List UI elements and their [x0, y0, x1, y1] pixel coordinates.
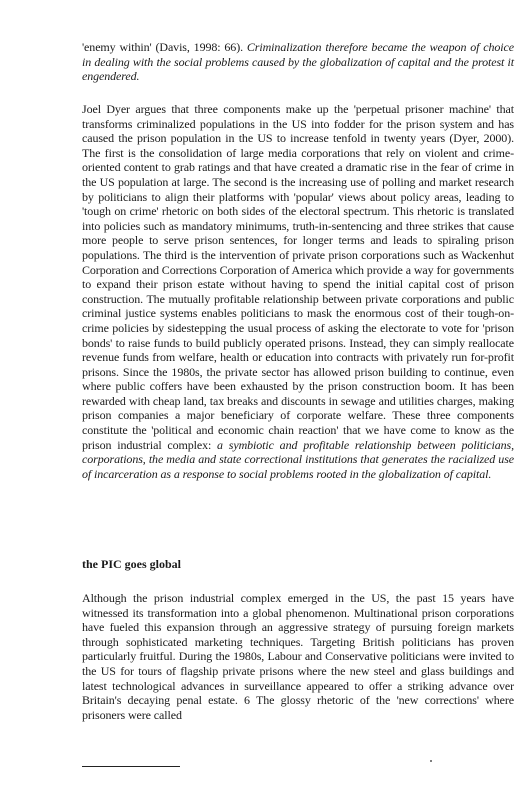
intro-emphasis-text: Criminalization therefore became the weapon of choice in dealing with the social problems caused by the globalization of capital and the protest it engendered.: [82, 40, 514, 84]
pic-definition-emphasis: a symbiotic and profitable relationship between politicians, corporations, the media and state correctional institutions that generates the racialized use of incarceration as a response to social problems rooted in the globalization of capital.: [82, 437, 514, 481]
scan-speck: [430, 760, 432, 762]
section-heading: the PIC goes global: [82, 557, 181, 571]
main-paragraph-body: Joel Dyer argues that three components make up the 'perpetual prisoner machine' that transforms criminalized populations in the US into fodder for the prison system and has caused the prison population in the US to increase tenfold in twenty years (Dyer, 2000). The first is the consolidation of large media corporations that rely on violent and crime-oriented content to grab ratings and that have created a dramatic rise in the fear of crime in the US population at large. The second is the increasing use of polling and market research by politicians to align their platforms with 'popular' views about policy areas, leading to 'tough on crime' rhetoric on both sides of the electoral spectrum. This rhetoric is translated into policies such as mandatory minimums, truth-in-sentencing and three strikes that cause more people to serve prison sentences, for longer terms and leads to spiraling prison populations. The third is the intervention of private prison corporations such as Wackenhut Corporation and Corrections Corporation of America which provide a way for governments to expand their prison estate without having to spend the initial capital cost of prison construction. The mutually profitable relationship between private corporations and public criminal justice systems enables politicians to mask the enormous cost of their tough-on-crime policies by sidestepping the usual process of asking the electorate to vote for 'prison bonds' to raise funds to build publicly operated prisons. Instead, they can simply reallocate revenue funds from welfare, health or education into contracts with privately run for-profit prisons. Since the 1980s, the private sector has allowed prison building to continue, even where public coffers have been exhausted by the prison construction boom. It has been rewarded with cheap land, tax breaks and discounts in sewage and utilities charges, making prison companies a major beneficiary of corporate welfare. These three components constitute the 'political and economic chain reaction' that we have come to know as the prison industrial complex:: [82, 102, 514, 452]
footnote-divider: [82, 766, 180, 767]
intro-paragraph: [82, 40, 514, 84]
main-paragraph: [82, 102, 514, 481]
second-paragraph: Although the prison industrial complex emerged in the US, the past 15 years have witnessed its transformation into a global phenomenon. Multinational prison corporations have fueled this expansion through an aggressive strategy of pursuing foreign markets through sophisticated marketing techniques. Targeting British politicians has proven particularly fruitful. During the 1980s, Labour and Conservative politicians were invited to the US for tours of flagship private prisons where the new steel and glass buildings and latest technological advances in surveillance appeared to offer a striking advance over Britain's decaying penal estate. 6 The glossy rhetoric of the 'new corrections' where prisoners were called: [82, 591, 514, 722]
intro-citation-text: 'enemy within' (Davis, 1998: 66).: [82, 40, 247, 54]
